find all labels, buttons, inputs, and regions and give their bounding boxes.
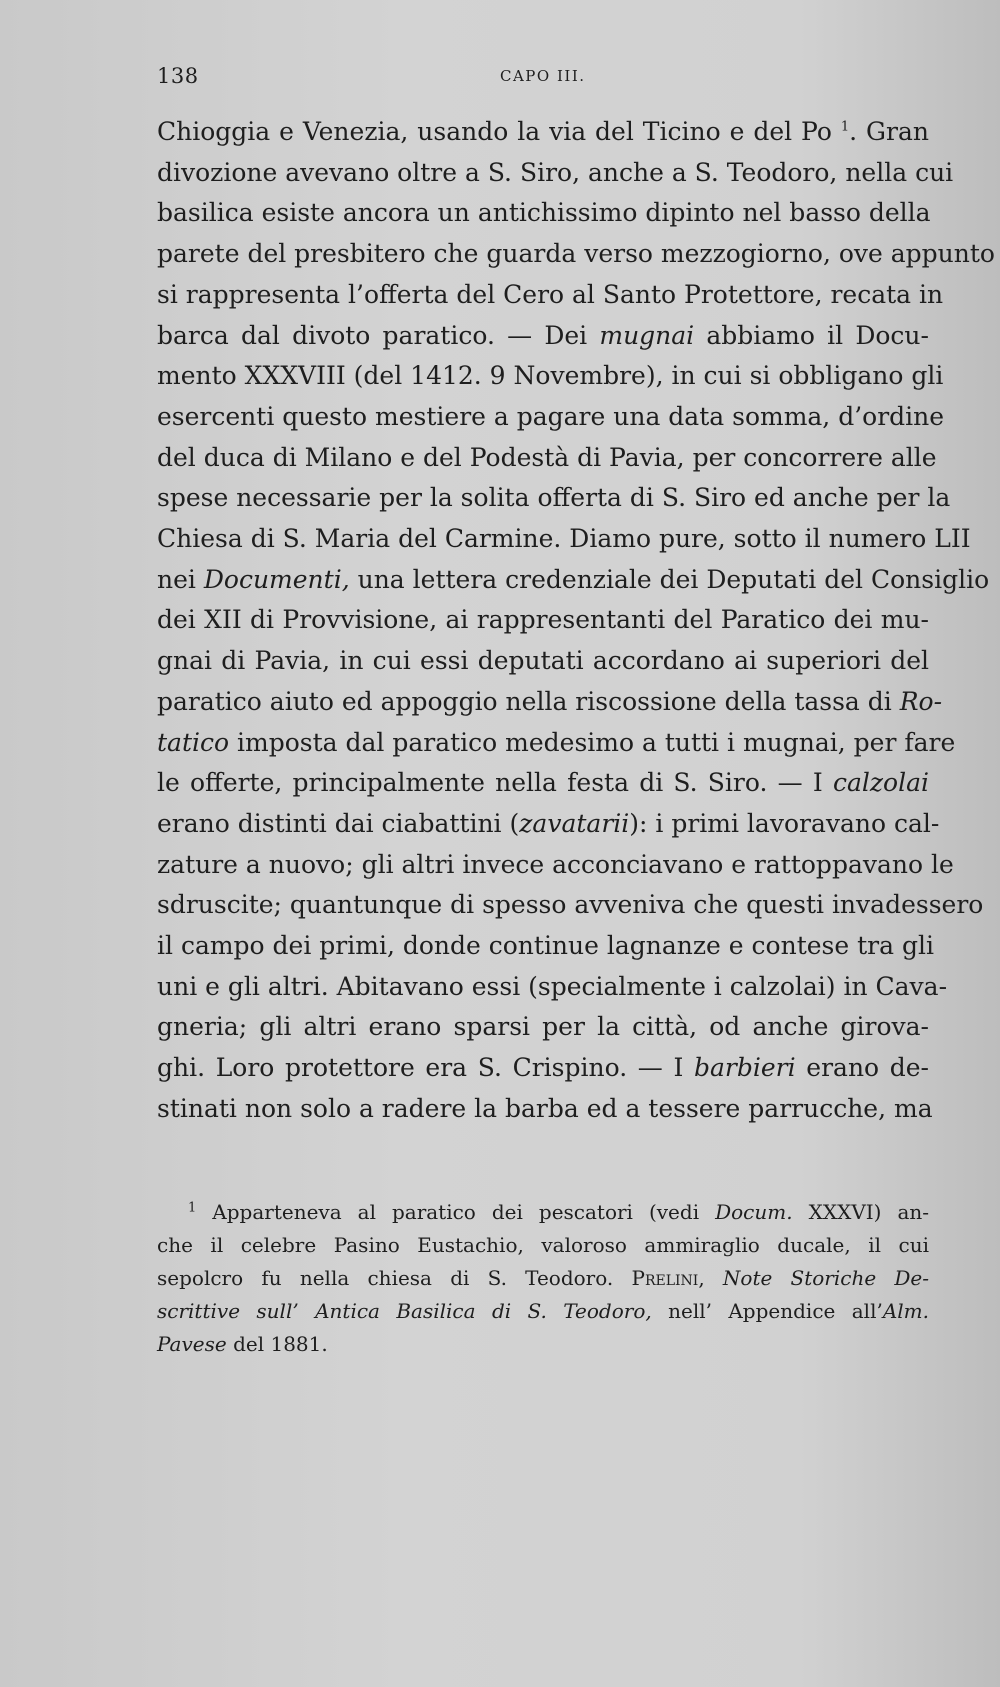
italic-term: Ro- <box>899 686 943 716</box>
text-line: si rappresenta l’offerta del Cero al Santo Protettore, recata in <box>157 279 944 309</box>
text-line: le offerte, principalmente nella festa di S. Siro. — I calzolai <box>157 768 929 798</box>
page-number: 138 <box>157 64 199 88</box>
italic-term: Documenti, <box>203 564 350 594</box>
italic-term: barbieri <box>694 1053 796 1083</box>
footnote-marker: 1 <box>188 1200 197 1216</box>
footnote-line: sepolcro fu nella chiesa di S. Teodoro. Prelini, Note Storiche De- <box>157 1266 930 1290</box>
footnote-line: $^1$ Apparteneva al paratico dei pescatori (vedi Docum. XXXVI) an- <box>188 1200 930 1224</box>
text-line: dei XII di Provvisione, ai rappresentanti del Paratico dei mu- <box>157 605 929 635</box>
footnote <box>157 1196 929 1361</box>
text-line: ghi. Loro protettore era S. Crispino. — I barbieri erano de- <box>157 1053 930 1083</box>
text-line: spese necessarie per la solita offerta di S. Siro ed anche per la <box>157 483 951 513</box>
body-paragraph <box>157 112 995 1130</box>
chapter-heading: CAPO III. <box>500 67 586 85</box>
italic-term: mugnai <box>599 320 695 350</box>
text-line: paratico aiuto ed appoggio nella riscossione della tassa di Ro- <box>157 686 943 716</box>
italic-term: calzolai <box>832 768 929 798</box>
text-line: gneria; gli altri erano sparsi per la città, od anche girova- <box>157 1012 929 1042</box>
text-line: il campo dei primi, donde continue lagnanze e contese tra gli <box>157 931 934 961</box>
footnote-line: scrittive sull’ Antica Basilica di S. Teodoro, nell’ Appendice all’Alm. <box>157 1299 929 1323</box>
text-line: tatico imposta dal paratico medesimo a tutti i mugnai, per fare <box>157 727 956 757</box>
footnote-line: Pavese del 1881. <box>157 1332 328 1356</box>
text-line: sdruscite; quantunque di spesso avveniva che questi invadessero <box>157 890 984 920</box>
text-line: stinati non solo a radere la barba ed a tessere parrucche, ma <box>157 1093 933 1123</box>
text-line: parete del presbitero che guarda verso mezzogiorno, ove appunto <box>157 239 995 269</box>
italic-term: tatico <box>157 727 230 757</box>
running-head <box>157 64 929 94</box>
text-line: gnai di Pavia, in cui essi deputati accordano ai superiori del <box>157 646 929 676</box>
text-line: Chioggia e Venezia, usando la via del Ticino e del Po $^1$. Gran <box>157 117 929 146</box>
text-line: zature a nuovo; gli altri invece acconciavano e rattoppavano le <box>157 849 954 879</box>
text-line: divozione avevano oltre a S. Siro, anche a S. Teodoro, nella cui <box>157 157 954 187</box>
italic-term: zavatarii <box>519 808 630 838</box>
text-line: basilica esiste ancora un antichissimo dipinto nel basso della <box>157 198 931 228</box>
footnote-reference[interactable]: 1 <box>840 119 850 135</box>
text-line: mento XXXVIII (del 1412. 9 Novembre), in cui si obbligano gli <box>157 361 944 391</box>
text-line: erano distinti dai ciabattini (zavatarii): i primi lavoravano cal- <box>157 808 940 838</box>
text-line: del duca di Milano e del Podestà di Pavia, per concorrere alle <box>157 442 937 472</box>
author-name: Prelini, <box>631 1266 705 1290</box>
text-line: nei Documenti, una lettera credenziale dei Deputati del Consiglio <box>157 564 990 594</box>
footnote-line: che il celebre Pasino Eustachio, valoroso ammiraglio ducale, il cui <box>157 1233 929 1257</box>
text-line: esercenti questo mestiere a pagare una data somma, d’ordine <box>157 401 945 431</box>
text-line: uni e gli altri. Abitavano essi (specialmente i calzolai) in Cava- <box>157 971 948 1001</box>
text-line: Chiesa di S. Maria del Carmine. Diamo pure, sotto il numero LII <box>157 524 971 554</box>
text-line: barca dal divoto paratico. — Dei mugnai abbiamo il Docu- <box>157 320 929 350</box>
